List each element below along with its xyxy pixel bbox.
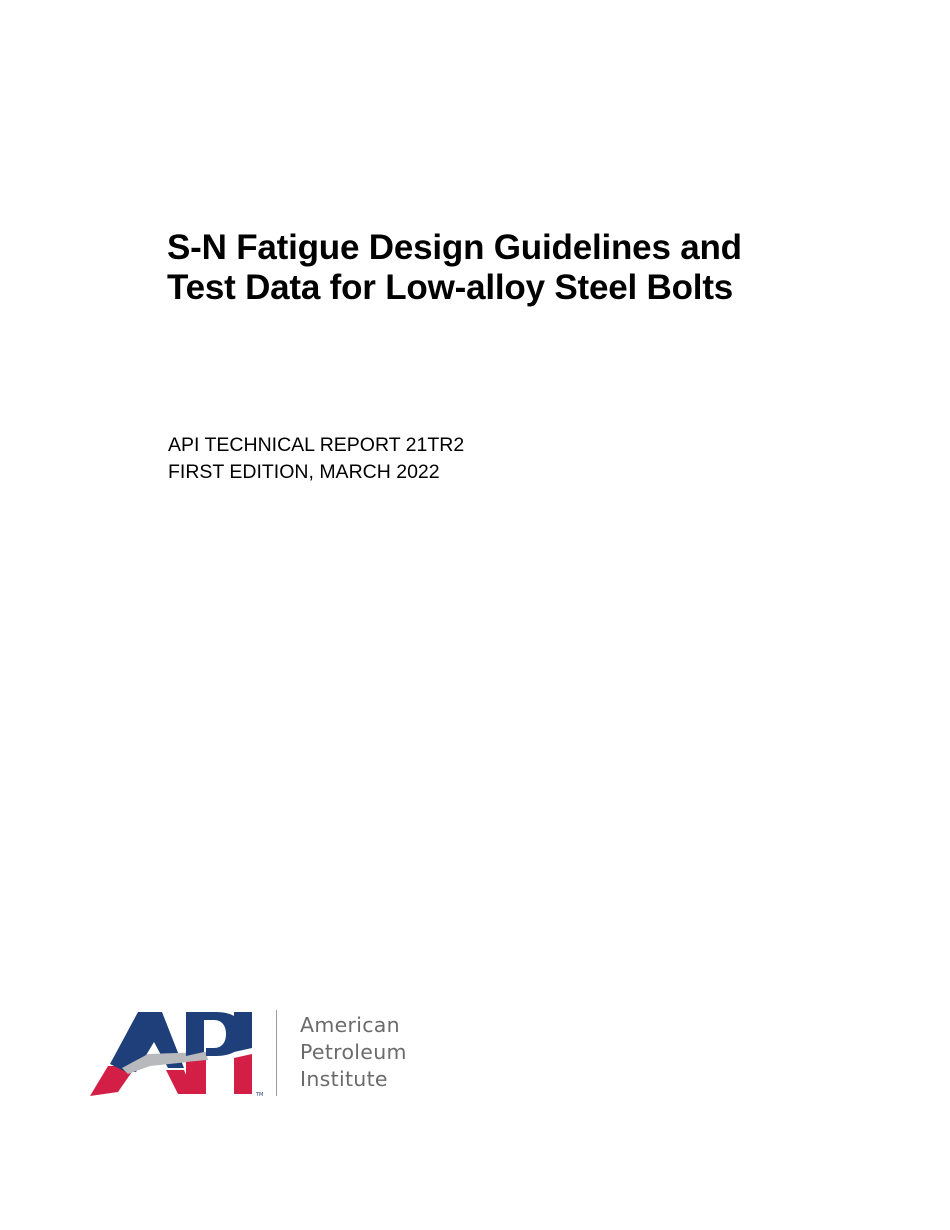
org-name-line-2: Petroleum — [300, 1040, 407, 1064]
org-name — [300, 1012, 407, 1093]
logo-divider — [276, 1010, 277, 1096]
api-logo-mark-icon — [88, 1008, 268, 1100]
org-name-line-1: American — [300, 1013, 400, 1037]
title-line-1: S-N Fatigue Design Guidelines and — [167, 228, 742, 267]
report-info — [168, 432, 464, 486]
trademark-text: TM — [256, 1092, 264, 1098]
report-number: API TECHNICAL REPORT 21TR2 — [168, 434, 465, 456]
title-line-2: Test Data for Low-alloy Steel Bolts — [167, 268, 734, 307]
api-logo — [88, 1008, 428, 1100]
document-title — [167, 228, 887, 308]
org-name-line-3: Institute — [300, 1067, 388, 1091]
edition-date: FIRST EDITION, MARCH 2022 — [168, 461, 440, 483]
